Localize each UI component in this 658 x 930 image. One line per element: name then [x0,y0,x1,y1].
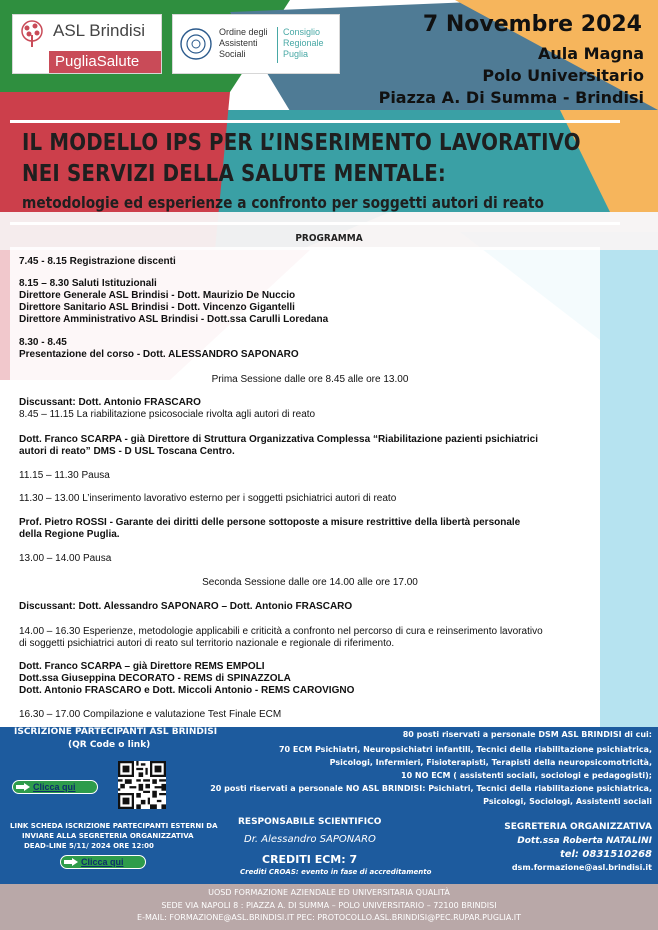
programme-label: PROGRAMMA [295,233,363,244]
registration-title: ISCRIZIONE PARTECIPANTI ASL BRINDISI [14,727,218,737]
main-title-line2: NEI SERVIZI DELLA SALUTE MENTALE: [22,161,447,187]
ordine-logo-separator [277,27,278,63]
tree-icon [17,19,47,49]
programme-line: 8.30 - 8.45 [19,337,67,348]
seats-line2: 70 ECM Psichiatri, Neuropsichiatri infantili, Tecnici della riabilitazione psichiatrica, [278,745,652,754]
programme-line: 11.15 – 11.30 Pausa [19,470,110,481]
ordine-assistenti-sociali-logo [172,14,340,74]
ecm-credits: CREDITI ECM: 7 [262,853,358,866]
scientific-name: Dr. Alessandro SAPONARO [244,834,376,845]
seats-line6: Psicologi, Sociologi, Assistenti sociali [483,797,652,806]
croas-credits: Crediti CROAS: evento in fase di accreditamento [240,868,432,876]
event-place-address: Piazza A. Di Summa - Brindisi [378,88,644,107]
asl-brindisi-logo [12,14,162,74]
programme-line: 11.30 – 13.00 L’inserimento lavorativo esterno per i soggetti psichiatrici autori di reato [19,493,397,504]
secretariat-phone: tel: 0831510268 [559,849,652,860]
footer-line3: E-MAIL: FORMAZIONE@ASL.BRINDISI.IT PEC: PROTOCOLLO.ASL.BRINDISI@PEC.RUPAR.PUGLIA.IT [137,913,521,922]
programme-line: Dott. Franco SCARPA - già Direttore di Struttura Organizzativa Complessa “Riabilitazione pazienti psichiatrici [19,434,538,445]
ordine-emblem-icon [179,27,213,61]
registration-subtitle: (QR Code o link) [68,740,151,750]
registration-link-label: Clicca qui [33,782,76,792]
ordine-logo-left-text: Ordine degli Assistenti Sociali [219,27,268,59]
secretariat-label: SEGRETERIA ORGANIZZATIVA [504,822,652,832]
seats-line5: 20 posti riservati a personale NO ASL BRINDISI: Psichiatri, Tecnici della riabilitazione psichiatrica, [210,784,652,793]
programme-line: 8.15 – 8.30 Saluti Istituzionali [19,278,157,289]
external-registration-line2: INVIARE ALLA SEGRETERIA ORGANIZZATIVA [22,832,194,840]
programme-line: Direttore Sanitario ASL Brindisi - Dott. Vincenzo Gigantelli [19,302,295,313]
seats-line1: 80 posti riservati a personale DSM ASL BRINDISI di cui: [402,730,652,739]
programme-line: 14.00 – 16.30 Esperienze, metodologie applicabili e criticità a confronto nel percorso di cura e reinserimento lavorativo [19,626,543,637]
asl-logo-name: ASL Brindisi [53,21,145,40]
event-place-building: Polo Universitario [482,66,644,85]
divider-line-top [10,120,620,123]
programme-line: Direttore Amministrativo ASL Brindisi - Dott.ssa Carulli Loredana [19,314,329,325]
divider-line-bottom [10,222,620,225]
seats-line4: 10 NO ECM ( assistenti sociali, sociologi e pedagogisti); [401,771,652,780]
programme-line: Discussant: Dott. Antonio FRASCARO [19,397,201,408]
programme-line: Dott.ssa Giuseppina DECORATO - REMS di SPINAZZOLA [19,673,291,684]
qr-code[interactable] [118,761,166,809]
programme-line: 7.45 - 8.15 Registrazione discenti [19,256,176,267]
page-footer [0,884,658,930]
programme-list [10,247,600,725]
external-registration-link-label: Clicca qui [81,857,124,867]
registration-link-button[interactable] [12,780,98,794]
programme-line: Discussant: Dott. Alessandro SAPONARO – Dott. Antonio FRASCARO [19,601,353,612]
ordine-logo-right-text: Consiglio Regionale Puglia [283,27,324,59]
registration-deadline: DEAD-LINE 5/11/ 2024 ORE 12:00 [24,842,154,850]
footer-line2: SEDE VIA NAPOLI 8 : PIAZZA A. DI SUMMA – POLO UNIVERSITARIO – 72100 BRINDISI [161,901,497,910]
grey-strip [0,212,658,250]
external-registration-link-button[interactable] [60,855,146,869]
main-title-line1: IL MODELLO IPS PER L’INSERIMENTO LAVORATIVO [22,130,581,156]
event-date: 7 Novembre 2024 [422,12,642,37]
programme-line: Dott. Antonio FRASCARO e Dott. Miccoli Antonio - REMS CAROVIGNO [19,685,355,696]
arrow-right-icon [16,783,30,791]
external-registration-line1: LINK SCHEDA ISCRIZIONE PARTECIPANTI ESTERNI DA [10,822,218,830]
secretariat-email[interactable]: dsm.formazione@asl.brindisi.it [511,863,652,872]
programme-line: della Regione Puglia. [19,529,120,540]
secretariat-name: Dott.ssa Roberta NATALINI [517,836,652,846]
footer-line1: UOSD FORMAZIONE AZIENDALE ED UNIVERSITARIA QUALITÀ [208,888,450,897]
programme-line: 13.00 – 14.00 Pausa [19,553,112,564]
programme-line: di soggetti psichiatrici autori di reato sul territorio nazionale e regionale di riferimento. [19,638,395,649]
seats-line3: Psicologi, Infermieri, Fisioterapisti, Terapisti della neuropsicomotricità, [329,758,652,767]
programme-line: 8.45 – 11.15 La riabilitazione psicosociale rivolta agli autori di reato [19,409,316,420]
programme-line: Prof. Pietro ROSSI - Garante dei diritti delle persone sottoposte a misure restrittive della libertà personale [19,517,521,528]
programme-line: 16.30 – 17.00 Compilazione e valutazione Test Finale ECM [19,709,282,720]
programme-line: autori di reato” DMS - D USL Toscana Centro. [19,446,235,457]
session-heading: Prima Sessione dalle ore 8.45 alle ore 13.00 [211,374,409,385]
programme-line: Dott. Franco SCARPA – già Direttore REMS EMPOLI [19,661,265,672]
programme-line: Presentazione del corso - Dott. ALESSANDRO SAPONARO [19,349,299,360]
arrow-right-icon [64,858,78,866]
event-place-hall: Aula Magna [538,44,644,63]
main-subtitle: metodologie ed esperienze a confronto per soggetti autori di reato [22,193,544,212]
session-heading: Seconda Sessione dalle ore 14.00 alle ore 17.00 [202,577,418,588]
scientific-label: RESPONSABILE SCIENTIFICO [238,817,382,827]
asl-logo-sub: PugliaSalute [49,51,161,73]
programme-line: Direttore Generale ASL Brindisi - Dott. Maurizio De Nuccio [19,290,296,301]
